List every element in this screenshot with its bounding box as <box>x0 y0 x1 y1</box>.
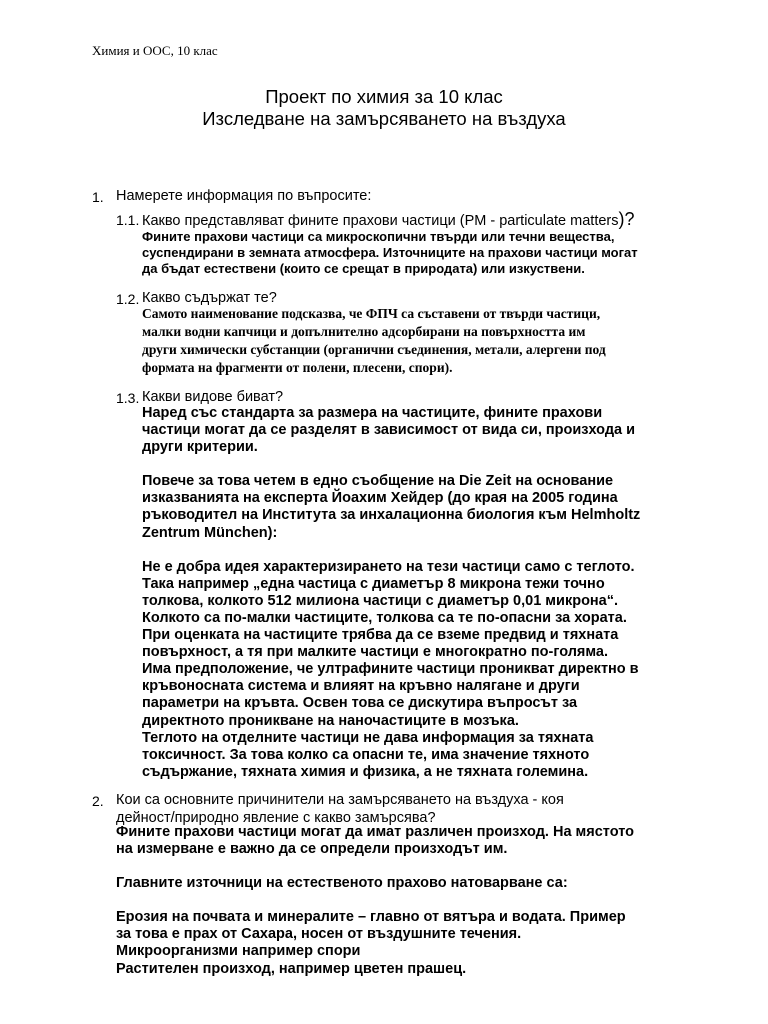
text-line: параметри на кръвта. Освен това се дискутира въпросът за <box>142 695 578 712</box>
text-line: изказванията на експерта Йоахим Хейдер (до края на 2005 година <box>142 490 618 507</box>
section-1-heading: Намерете информация по въпросите: <box>116 188 372 204</box>
q12-answer <box>142 305 606 377</box>
text-line: Самото наименование подсказва, че ФПЧ са съставени от твърди частици, <box>142 306 601 321</box>
running-header: Химия и ООС, 10 клас <box>92 43 218 58</box>
text-line: Микроорганизми например спори <box>116 943 361 960</box>
q13-paragraph-3 <box>142 559 640 781</box>
section-2-paragraph-1 <box>116 824 634 858</box>
text-line: други критерии. <box>142 439 258 456</box>
text-line: Фините прахови частици могат да имат различен произход. На мястото <box>116 824 634 840</box>
text-line: Фините прахови частици са микроскопични твърди или течни вещества, <box>142 229 615 244</box>
section-2-number: 2. <box>92 793 104 809</box>
q11-question <box>142 210 635 230</box>
q11-number: 1.1. <box>116 212 140 228</box>
q13-paragraph-1 <box>142 405 640 456</box>
text-line: други химически субстанции (органични съединения, метали, алергени под <box>142 342 606 357</box>
text-line: да бъдат естествени (които се срещат в природата) или изкуствени. <box>142 261 585 276</box>
text-line: При оценката на частиците трябва да се вземе предвид и тяхната <box>142 627 619 644</box>
text-line: Наред със стандарта за размера на частиците, фините прахови <box>142 405 603 421</box>
q12-question: Какво съдържат те? <box>142 290 277 306</box>
q12-number: 1.2. <box>116 291 140 307</box>
section-2-paragraph-2 <box>116 875 634 892</box>
text-line: съдържание, тяхната химия и физика, а не тяхната големина. <box>142 763 589 780</box>
q11-question-text: Какво представляват фините прахови частици (PM - particulate matters <box>142 213 619 229</box>
text-line: токсичност. За това колко са опасни те, има значение тяхното <box>142 746 590 763</box>
text-line: за това е прах от Сахара, носен от въздушните течения. <box>116 926 522 943</box>
text-line: ръководител на Института за инхалационна биология към Helmholtz <box>142 507 641 524</box>
text-line: Повече за това четем в едно съобщение на Die Zeit на основание <box>142 473 614 490</box>
text-line: кръвоносната система и влияят на кръвно налягане и други <box>142 678 580 695</box>
q13-number: 1.3. <box>116 390 140 406</box>
text-line: Zentrum München): <box>142 524 278 541</box>
text-line: Растителен произход, например цветен прашец. <box>116 960 467 977</box>
section-2-answer <box>116 824 634 978</box>
text-line: повърхност, а тя при малките частици е многократно по-голяма. <box>142 644 609 661</box>
section-2-paragraph-3 <box>116 909 634 977</box>
text-line: Не е добра идея характеризирането на тези частици само с теглото. <box>142 558 635 575</box>
q13-answer <box>142 405 640 781</box>
text-line: Така например „една частица с диаметър 8 микрона тежи точно <box>142 575 605 592</box>
text-line: Колкото са по-малки частиците, толкова са те по-опасни за хората. <box>142 609 627 626</box>
text-line: формата на фрагменти от полени, плесени, спори). <box>142 360 453 375</box>
page-title <box>0 86 768 130</box>
text-line: на измерване е важно да се определи произходът им. <box>116 841 508 858</box>
text-line: Ерозия на почвата и минералите – главно от вятъра и водата. Пример <box>116 909 626 926</box>
text-line: частици могат да се разделят в зависимост от вида си, произхода и <box>142 422 636 439</box>
text-line: малки водни капчици и допълнително адсорбирани на повърхността им <box>142 324 586 339</box>
text-line: Главните източници на естественото прахово натоварване са: <box>116 875 568 892</box>
title-line-1: Проект по химия за 10 клас <box>265 86 503 107</box>
text-line: Кои са основните причинители на замърсяването на въздуха - коя <box>116 792 564 808</box>
text-line: толкова, колкото 512 милиона частици с диаметър 0,01 микрона“. <box>142 592 619 609</box>
text-line: директното проникване на наночастиците в мозъка. <box>142 712 519 729</box>
q13-paragraph-2 <box>142 473 640 541</box>
text-line: Има предположение, че ултрафините частици проникват директно в <box>142 661 639 678</box>
q11-answer <box>142 229 638 277</box>
section-1-number: 1. <box>92 189 104 205</box>
text-line: Теглото на отделните частици не дава информация за тяхната <box>142 729 594 746</box>
text-line: суспендирани в земната атмосфера. Източниците на прахови частици могат <box>142 245 638 260</box>
q11-question-closing: )? <box>618 209 635 229</box>
text-line: дейност/природно явление с какво замърсява? <box>116 810 436 826</box>
section-2-question <box>116 791 564 827</box>
title-line-2: Изследване на замърсяването на въздуха <box>202 108 566 129</box>
q13-question: Какви видове биват? <box>142 389 284 405</box>
